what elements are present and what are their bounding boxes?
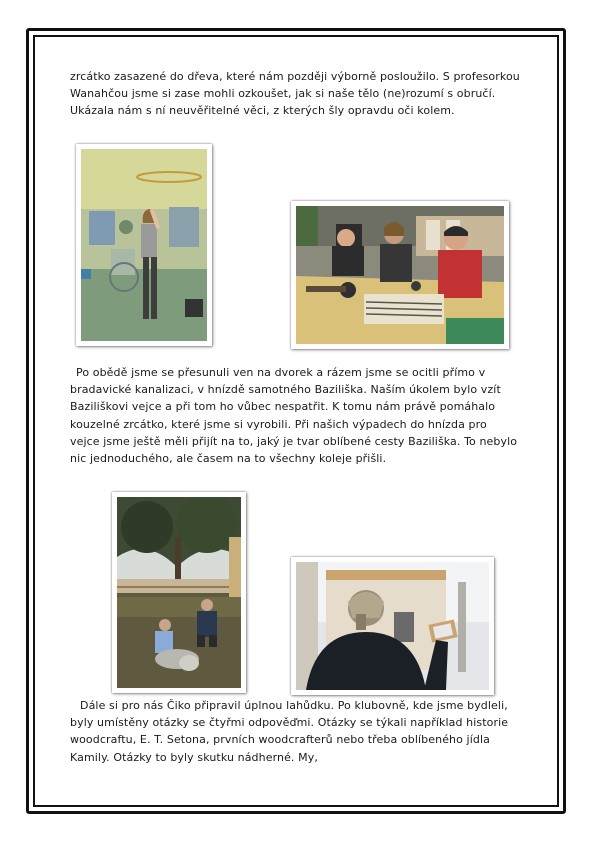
photo-hula-hoop <box>76 144 212 346</box>
photo-basilisk-nest <box>112 492 246 693</box>
paragraph-1: zrcátko zasazené do dřeva, které nám později výborně posloužilo. S profesorkou Wanahčou jsme si zase mohli ozkoušet, jak si naše tělo (ne)rozumí s obručí. Ukázala nám s ní neuvěřitelné věci, z kterých šly opravdu oči kolem. <box>70 70 520 118</box>
photo-mirror-outdoor <box>291 557 494 695</box>
paragraph-3: Dále si pro nás Čiko připravil úplnou lahůdku. Po klubovně, kde jsme bydleli, byly umístěny otázky se čtyřmi odpověďmi. Otázky se týkali například historie woodcraftu, E. T. Setona, prvních woodcrafterů nebo třeba oblíbeného jídla Kamily. Otázky to byly skutku nádherné. My, <box>70 699 509 764</box>
photo-workshop <box>291 201 509 349</box>
paragraph-2: Po obědě jsme se přesunuli ven na dvorek a rázem jsme se ocitli přímo v bradavické kanalizaci, v hnízdě samotného Baziliška. Naším úkolem bylo vzít Baziliškovi vejce a při tom ho vůbec nespatřit. K tomu nám právě pomáhalo kouzelné zrcátko, které jsme si vyrobili. Při našich výpadech do hnízda pro vejce jsme ještě měli přijít na to, jaký je tvar oblíbené cesty Baziliška. To nebylo nic jednoduchého, ale časem na to všechny koleje přišli. <box>70 366 518 466</box>
